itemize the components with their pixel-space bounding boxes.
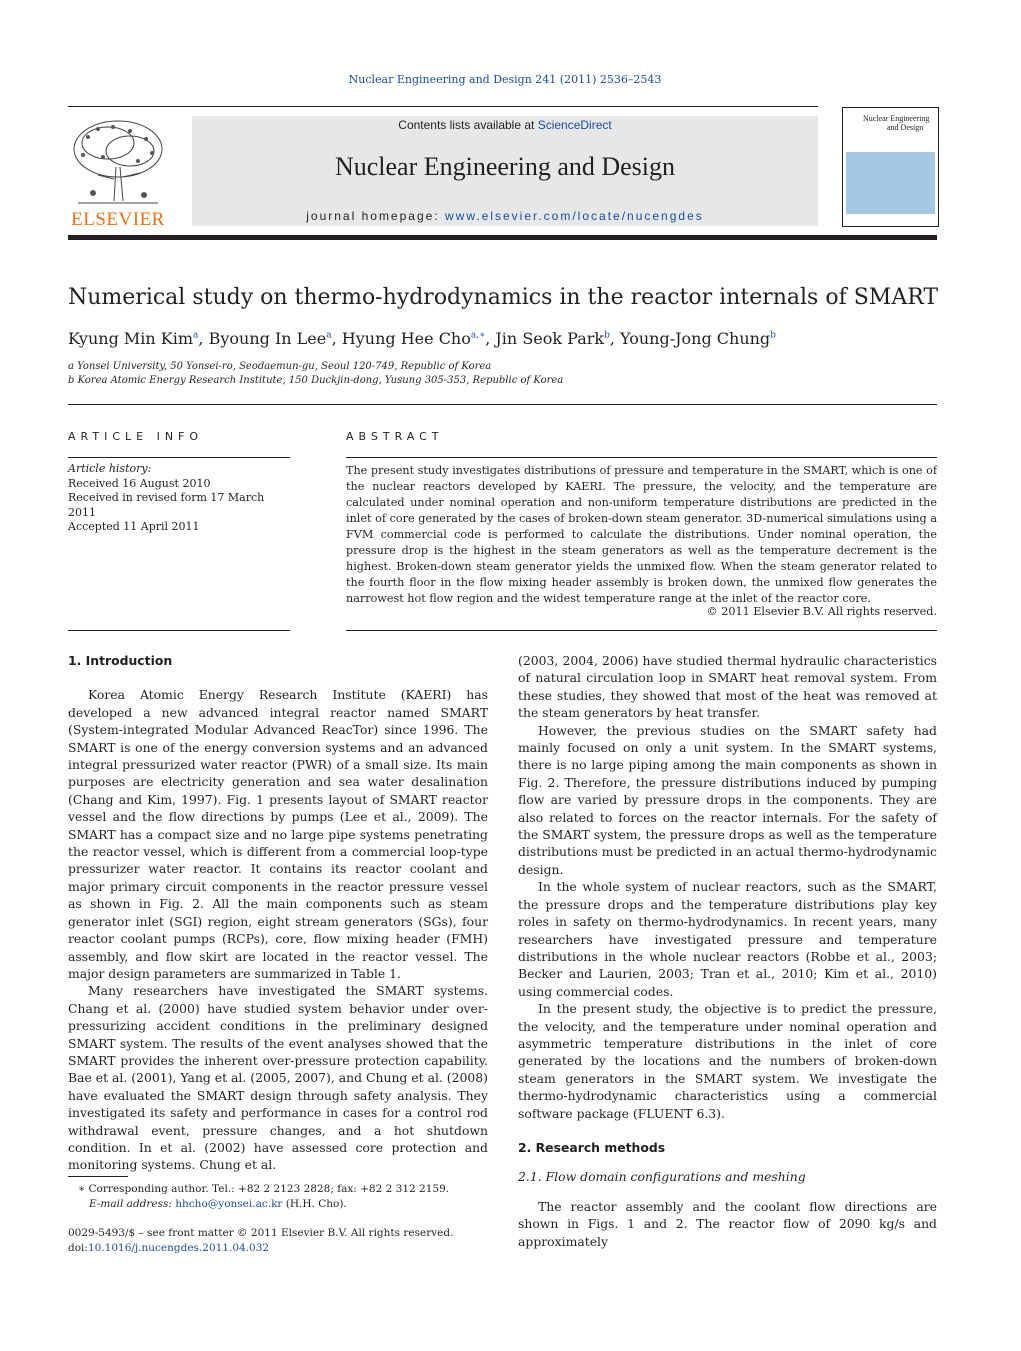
journal-banner (192, 116, 818, 226)
elsevier-wordmark: ELSEVIER (71, 209, 165, 230)
header-rule (68, 106, 818, 107)
history-item: Received in revised form 17 March 2011 (68, 491, 265, 519)
history-item: Accepted 11 April 2011 (68, 520, 200, 534)
left-column (68, 652, 488, 1174)
journal-cover-thumbnail[interactable] (842, 107, 939, 227)
title-rule (68, 404, 937, 405)
author-name[interactable]: Byoung In Lee (208, 329, 327, 348)
history-item: Received 16 August 2010 (68, 476, 211, 490)
sciencedirect-link[interactable]: ScienceDirect (537, 118, 612, 132)
doi-prefix: doi: (68, 1242, 88, 1254)
paragraph: In the present study, the objective is to predict the pressure, the velocity, and the temperature under nominal operation and asymmetric temperature distributions in the inlet of core generated by the locations and the numbers of broken-down steam generators in the SMART system. We investigate the thermo-hydrodynamic characteristics using a commercial software package (FLUENT 6.3). (518, 1001, 937, 1121)
section-heading-introduction: 1. Introduction (68, 653, 173, 668)
paragraph: Korea Atomic Energy Research Institute (KAERI) has developed a new advanced integral reactor named SMART (System-integrated Modular Advanced ReacTor) since 1996. The SMART is one of the energy conversion systems and an advanced integral pressurized water reactor (PWR) of a small size. Its main purposes are electricity generation and sea water desalination (Chang and Kim, 1997). Fig. 1 presents layout of SMART reactor vessel and the flow directions by pumps (Lee et al., 2009). The SMART has a compact size and no large pipe systems penetrating the reactor vessel, which is different from a commercial loop-type pressurizer water reactor. It contains its reactor coolant and major primary circuit components in the reactor pressure vessel as shown in Fig. 2. All the main components such as steam generator inlet (SGI) region, eight stream generators (SGs), four reactor coolant pumps (RCPs), core, flow mixing header (FMH) assembly, and flow skirt are located in the reactor vessel. The major design parameters are summarized in Table 1. (68, 687, 488, 981)
author-name[interactable]: Hyung Hee Cho (341, 329, 471, 348)
paragraph: Many researchers have investigated the SMART systems. Chang et al. (2000) have studied system behavior under over-pressurizing accident conditions in the preliminary designed SMART system. The results of the event analyses showed that the SMART provides the inherent over-pressure protection capability. Bae et al. (2001), Yang et al. (2005, 2007), and Chung et al. (2008) have evaluated the SMART design through safety analysis. They investigated its safety and performance in cases for a control rod withdrawal event, pressure changes, and a hot shutdown condition. In et al. (2002) have assessed core protection and monitoring systems. Chung et al. (68, 983, 488, 1173)
affiliation-a: a Yonsei University, 50 Yonsei-ro, Seodaemun-gu, Seoul 120-749, Republic of Korea (68, 361, 492, 372)
abstract-text: The present study investigates distributions of pressure and temperature in the SMART, which is one of the nuclear reactors developed by KAERI. The pressure, the velocity, and the temperature are calculated under nominal operation and non-uniform temperature distributions are predicted in the inlet of core generated by the cases of broken-down steam generator. 3D-numerical simulations using a FVM commercial code is performed to calculate the distributions. Under nominal operation, the pressure drop is the highest in the steam generators as well as the temperature decrement is the highest. Broken-down steam generator yields the unmixed flow. When the steam generator related to the fourth floor in the flow mixing header assembly is broken down, the unmixed flow generates the narrowest hot flow region and the widest temperature range at the inlet of the reactor core. (346, 464, 937, 605)
article-info-rule (68, 457, 290, 458)
author-name[interactable]: Kyung Min Kim (68, 329, 194, 348)
contents-prefix: Contents lists available at (398, 118, 538, 132)
author-list: Kyung Min Kim$^a$, Byoung In Lee$^a$, Hyung Hee Cho$^{a,∗}$, Jin Seok Park$^b$, Young-Jong Chung$^b$ (68, 329, 776, 348)
email-link[interactable]: hhcho@yonsei.ac.kr (175, 1198, 283, 1210)
paragraph: The reactor assembly and the coolant flow directions are shown in Figs. 1 and 2. The reactor flow of 2090 kg/s and approximately (518, 1198, 937, 1249)
abstract-bottom-rule (346, 630, 937, 631)
journal-title: Nuclear Engineering and Design (334, 152, 676, 181)
history-label: Article history: (68, 462, 152, 475)
subsection-heading: 2.1. Flow domain configurations and meshing (518, 1169, 806, 1185)
cover-image (846, 152, 935, 214)
article-title: Numerical study on thermo-hydrodynamics in the reactor internals of SMART (68, 285, 939, 310)
author-name[interactable]: Young-Jong Chung (620, 329, 771, 348)
issn-line: 0029-5493/$ – see front matter © 2011 Elsevier B.V. All rights reserved. (68, 1227, 454, 1239)
abstract-heading: ABSTRACT (346, 430, 444, 443)
journal-citation[interactable]: Nuclear Engineering and Design 241 (2011) 2536–2543 (348, 73, 662, 86)
author-affil-mark[interactable]: a (326, 330, 332, 341)
author-affil-mark[interactable]: b (770, 330, 776, 341)
footnote-rule (68, 1176, 128, 1177)
email-label: E-mail address: (89, 1198, 176, 1210)
author-affil-mark[interactable]: a,∗ (470, 330, 486, 341)
abstract-rule (346, 457, 937, 458)
author-affil-mark[interactable]: b (604, 330, 610, 341)
right-column (518, 652, 937, 1250)
homepage-link[interactable]: www.elsevier.com/locate/nucengdes (444, 209, 704, 223)
elsevier-tree-icon (68, 117, 168, 209)
affiliation-b: b Korea Atomic Energy Research Institute, 150 Duckjin-dong, Yusung 305-353, Republic of Korea (68, 375, 564, 386)
author-affil-mark[interactable]: a (193, 330, 199, 341)
email-suffix: (H.H. Cho). (282, 1198, 347, 1210)
article-history (68, 462, 290, 535)
section-heading-research-methods: 2. Research methods (518, 1139, 666, 1155)
header-thick-rule (68, 235, 937, 240)
email-note (89, 1197, 347, 1212)
corresponding-author-note: ∗ Corresponding author. Tel.: +82 2 2123 2828; fax: +82 2 312 2159. (78, 1183, 450, 1195)
elsevier-logo[interactable] (68, 117, 168, 230)
homepage-prefix: journal homepage: (306, 209, 445, 223)
paragraph: In the whole system of nuclear reactors, such as the SMART, the pressure drops and the temperature distributions play key roles in safety on thermo-hydrodynamics. In recent years, many researchers have investigated pressure and temperature distributions in the whole nuclear reactors (Robbe et al., 2003; Becker and Laurien, 2003; Tran et al., 2010; Kim et al., 2010) using commercial codes. (518, 879, 937, 999)
article-info-heading: ARTICLE INFO (68, 430, 204, 443)
cover-title (863, 114, 929, 132)
article-info-bottom-rule (68, 630, 290, 631)
doi-link[interactable]: 10.1016/j.nucengdes.2011.04.032 (87, 1242, 270, 1254)
doi-line (68, 1241, 269, 1256)
cover-title-line1: Nuclear Engineering (863, 114, 930, 123)
paragraph: (2003, 2004, 2006) have studied thermal hydraulic characteristics of natural circulation loop in SMART heat removal system. From these studies, they showed that most of the heat was removed at the steam generators by heat transfer. (518, 653, 937, 721)
cover-title-line2: and Design (887, 123, 924, 132)
journal-homepage (192, 209, 818, 223)
paragraph: However, the previous studies on the SMART safety had mainly focused on only a unit system. In the SMART systems, there is no large piping among the main components as shown in Fig. 2. Therefore, the pressure distributions induced by pumping flow are varied by pressure drops in the components. They are also related to forces on the reactor internals. For the safety of the SMART system, the pressure drops as well as the temperature distributions must be predicted in an actual thermo-hydrodynamic design. (518, 722, 937, 877)
abstract-copyright: © 2011 Elsevier B.V. All rights reserved. (706, 605, 937, 618)
author-name[interactable]: Jin Seok Park (495, 329, 605, 348)
contents-line (192, 118, 818, 132)
